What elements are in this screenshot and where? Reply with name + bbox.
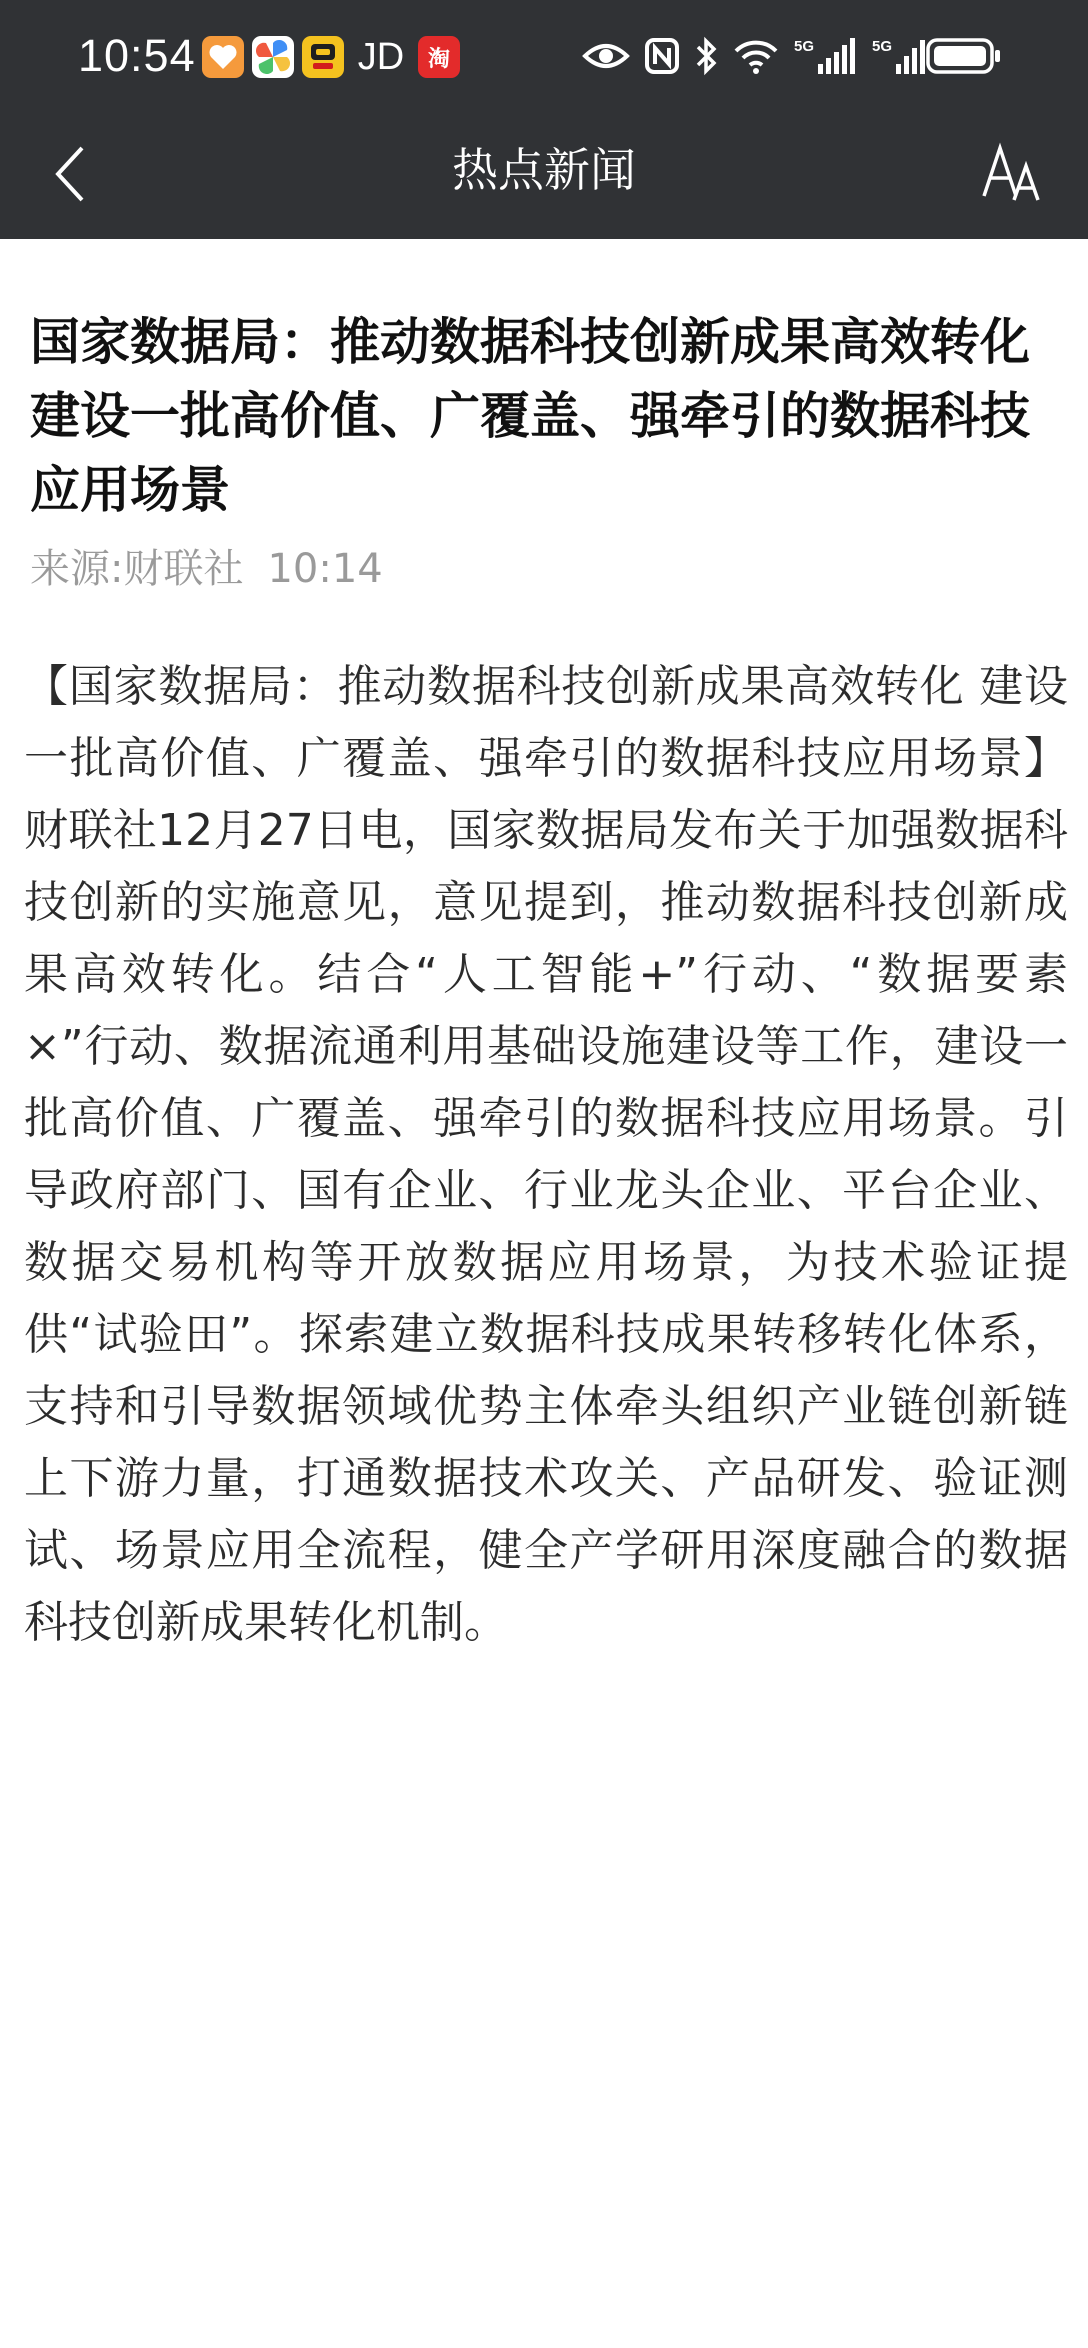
svg-text:5G: 5G — [794, 38, 815, 55]
article-source: 来源:财联社 — [30, 546, 244, 592]
signal-5g-icon — [794, 36, 858, 76]
article-body: 【国家数据局：推动数据科技创新成果高效转化 建设一批高价值、广覆盖、强牵引的数据科技应用场景】财联社12月27日电，国家数据局发布关于加强数据科技创新的实施意见，意见提到，推动数据科技创新成果高效转化。结合“人工智能+”行动、“数据要素×”行动、数据流通利用基础设施建设等工作，建设一批高价值、广覆盖、强牵引的数据科技应用场景。引导政府部门、国有企业、行业龙头企业、平台企业、数据交易机构等开放数据应用场景，为技术验证提供“试验田”。探索建立数据科技成果转移转化体系，支持和引导数据领域优势主体牵头组织产业链创新链上下游力量，打通数据技术攻关、产品研发、验证测试、场景应用全流程，健全产学研用深度融合的数据科技创新成果转化机制。 — [24, 661, 1068, 1648]
font-size-button[interactable] — [972, 130, 1052, 214]
pinwheel-app-icon — [252, 36, 294, 78]
svg-text:5G: 5G — [872, 38, 893, 55]
eye-icon — [582, 40, 630, 72]
page-title: 热点新闻 — [452, 143, 636, 197]
notification-icons — [202, 34, 460, 80]
jd-icon: JD — [357, 36, 405, 78]
article-title: 国家数据局：推动数据科技创新成果高效转化 建设一批高价值、广覆盖、强牵引的数据科技应用场景 — [30, 313, 1030, 519]
font-size-icon — [980, 142, 1044, 202]
system-icons — [582, 30, 928, 82]
heart-app-icon — [202, 36, 244, 78]
article-time: 10:14 — [267, 546, 383, 592]
status-time: 10:54 — [78, 30, 196, 81]
taobao-icon: 淘 — [418, 36, 460, 78]
signal-5g-icon — [872, 36, 928, 76]
article-meta — [30, 541, 383, 597]
wifi-icon — [732, 37, 780, 75]
status-bar — [0, 0, 1088, 110]
header-bar — [0, 110, 1088, 239]
bluetooth-icon — [694, 36, 718, 76]
game-app-icon — [302, 36, 344, 78]
nfc-icon — [644, 37, 680, 75]
top-bar — [0, 0, 1088, 239]
battery-icon — [926, 38, 1002, 78]
